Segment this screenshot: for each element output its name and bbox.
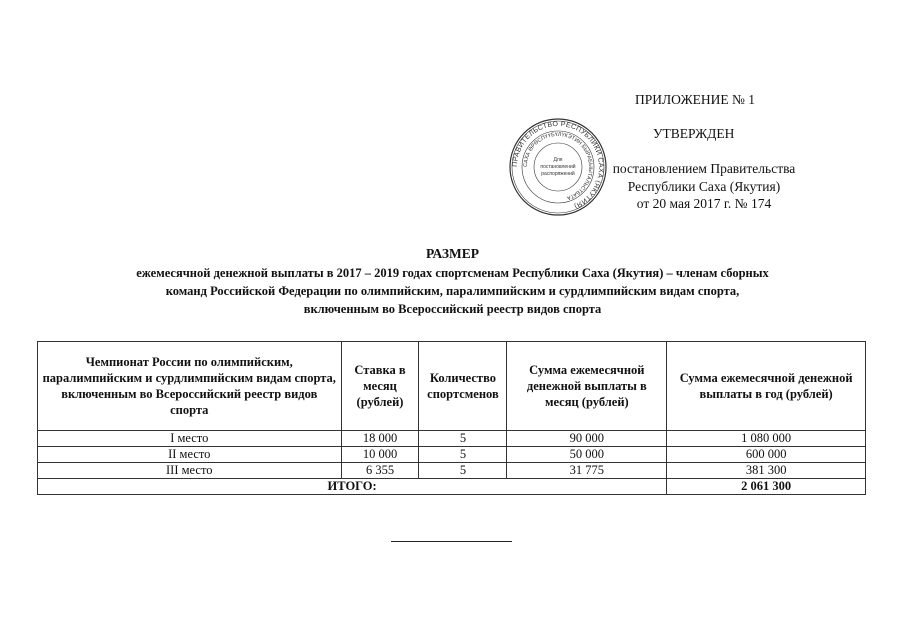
- table-row: [38, 447, 866, 463]
- col-header-annual-sum: Сумма ежемесячной денежной выплаты в год (рублей): [667, 342, 866, 431]
- cell-rate: 10 000: [341, 447, 419, 463]
- cell-place: I место: [38, 431, 342, 447]
- subtitle-line: включенным во Всероссийский реестр видов спорта: [303, 302, 602, 316]
- approved-label: УТВЕРЖДЕН: [653, 126, 735, 141]
- cell-athletes: 5: [419, 431, 507, 447]
- subtitle-line: ежемесячной денежной выплаты в 2017 – 2019 годах спортсменам Республики Саха (Якутия) – членам сборных: [136, 266, 769, 280]
- appendix-label: ПРИЛОЖЕНИЕ № 1: [635, 92, 756, 107]
- table-row: [38, 463, 866, 479]
- cell-athletes: 5: [419, 447, 507, 463]
- document-subtitle: [40, 264, 865, 318]
- total-label: ИТОГО:: [38, 479, 667, 495]
- cell-annual-sum: 1 080 000: [667, 431, 866, 447]
- cell-rate: 6 355: [341, 463, 419, 479]
- table-row: [38, 431, 866, 447]
- subtitle-line: команд Российской Федерации по олимпийским, паралимпийским и сурдлимпийским видам спорта,: [165, 284, 740, 298]
- seal-center-line: Для: [553, 157, 563, 163]
- resolution-line: Республики Саха (Якутия): [627, 178, 781, 194]
- cell-rate: 18 000: [341, 431, 419, 447]
- seal-outer-text: ПРАВИТЕЛЬСТВО РЕСПУБЛИКИ САХА (ЯКУТИЯ): [511, 120, 605, 210]
- cell-place: III место: [38, 463, 342, 479]
- col-header-monthly-sum: Сумма ежемесячной денежной выплаты в месяц (рублей): [507, 342, 667, 431]
- cell-monthly-sum: 50 000: [507, 447, 667, 463]
- resolution-line: от 20 мая 2017 г. № 174: [636, 196, 772, 211]
- cell-annual-sum: 381 300: [667, 463, 866, 479]
- table-header-row: [38, 342, 866, 431]
- seal-center-line: постановлений: [540, 164, 576, 170]
- seal-inner-text: САХА ӨРӨСПҮҮБҮЛҮКЭТИН БЫРАБЫЫТАЛЬСТБАТА: [522, 131, 594, 201]
- closing-line: [391, 541, 512, 542]
- total-value: 2 061 300: [667, 479, 866, 495]
- payment-table: [37, 341, 866, 495]
- seal-center-line: распоряжений: [541, 171, 575, 177]
- col-header-rate: Ставка в месяц (рублей): [341, 342, 419, 431]
- cell-annual-sum: 600 000: [667, 447, 866, 463]
- resolution-reference: [597, 160, 811, 213]
- resolution-line: постановлением Правительства: [612, 161, 796, 176]
- cell-monthly-sum: 90 000: [507, 431, 667, 447]
- document-title: РАЗМЕР: [425, 246, 480, 261]
- cell-place: II место: [38, 447, 342, 463]
- cell-athletes: 5: [419, 463, 507, 479]
- col-header-championship: Чемпионат России по олимпийским, паралимпийским и сурдлимпийским видам спорта, включенным во Всероссийский реестр видов спорта: [38, 342, 342, 431]
- cell-monthly-sum: 31 775: [507, 463, 667, 479]
- official-seal: [508, 117, 608, 217]
- col-header-athletes: Количество спортсменов: [419, 342, 507, 431]
- total-row: [38, 479, 866, 495]
